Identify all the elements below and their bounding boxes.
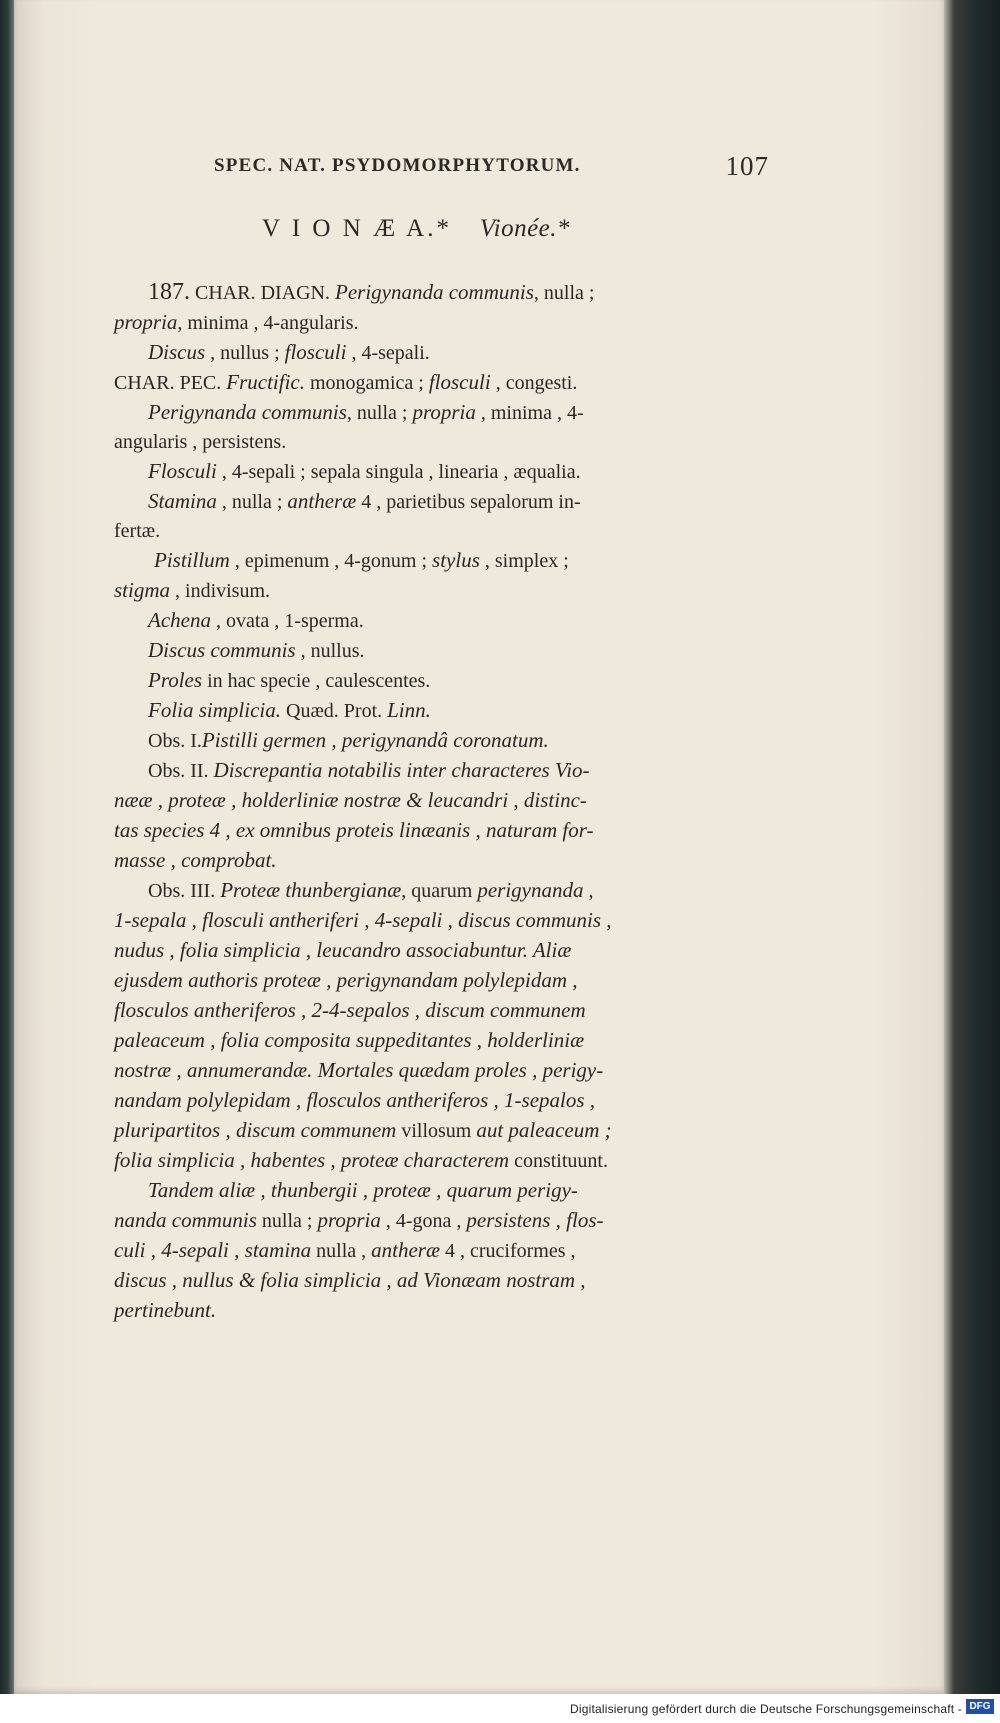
- text-span: , 4-sepali ; sepala singula , linearia , æqualia.: [216, 461, 581, 483]
- text-span: paleaceum , folia composita suppeditantes , holderliniæ: [114, 1028, 585, 1052]
- text-line: [114, 936, 764, 966]
- text-span: Proles: [148, 668, 203, 692]
- book-page: [14, 0, 944, 1694]
- text-line: [114, 756, 764, 786]
- text-span: , ovata , 1-sperma.: [210, 610, 364, 632]
- text-span: Linn.: [387, 698, 431, 722]
- text-span: nanda communis: [114, 1208, 257, 1232]
- text-line: [114, 876, 764, 906]
- text-span: Perigynanda communis: [335, 280, 534, 304]
- text-line: [114, 1176, 764, 1206]
- text-span: Obs. III.: [148, 880, 221, 902]
- text-span: nææ , proteæ , holderliniæ nostræ & leucandri , distinc-: [114, 788, 587, 812]
- text-span: , nulla ;: [533, 282, 595, 304]
- text-line: [114, 487, 764, 517]
- text-line: [114, 546, 764, 576]
- text-span: , 4-sepali.: [346, 342, 430, 364]
- text-span: flosculos antheriferos , 2-4-sepalos , discum communem: [114, 998, 586, 1022]
- text-span: nulla ;: [256, 1210, 318, 1232]
- running-header: [214, 151, 769, 181]
- text-line: [114, 846, 764, 876]
- text-span: Obs. II.: [148, 760, 214, 782]
- text-line: [114, 996, 764, 1026]
- text-line: angularis , persistens.: [114, 431, 287, 453]
- text-span: in hac specie , caulescentes.: [202, 670, 431, 692]
- text-span: , simplex ;: [479, 550, 569, 572]
- text-line: [114, 1086, 764, 1116]
- text-span: Tandem aliæ , thunbergii , proteæ , quarum perigy-: [148, 1178, 578, 1202]
- text-span: perigynanda: [477, 878, 584, 902]
- text-span: Stamina: [148, 489, 217, 513]
- digitization-footer: [0, 1694, 1000, 1723]
- text-line: [114, 457, 764, 487]
- text-line: [114, 338, 764, 368]
- text-span: stigma: [114, 578, 171, 602]
- text-span: CHAR. DIAGN.: [190, 282, 335, 304]
- text-span: culi , 4-sepali , stamina: [114, 1238, 312, 1262]
- text-span: pertinebunt.: [114, 1298, 217, 1322]
- text-span: Pistilli germen , perigynandâ coronatum.: [201, 728, 549, 752]
- text-line: [114, 1236, 764, 1266]
- book-edge-right: [944, 0, 1000, 1723]
- text-span: nostræ , annumerandæ. Mortales quædam proles , perigy-: [114, 1058, 604, 1082]
- text-line: [114, 906, 764, 936]
- text-span: antheræ: [371, 1238, 440, 1262]
- text-span: Perigynanda communis: [148, 400, 347, 424]
- text-line: [114, 1116, 764, 1146]
- text-line: [114, 696, 764, 726]
- text-span: antheræ: [287, 489, 357, 513]
- text-span: flosculi: [284, 340, 347, 364]
- funding-credit: Digitalisierung gefördert durch die Deutsche Forschungsgemeinschaft -: [570, 1702, 962, 1716]
- text-span: , nullus ;: [205, 342, 285, 364]
- text-line: [114, 308, 764, 338]
- text-span: CHAR. PEC.: [114, 372, 227, 394]
- text-span: , indivisum.: [170, 580, 271, 602]
- text-span: Quæd. Prot.: [281, 700, 388, 722]
- text-span: Flosculi: [148, 459, 217, 483]
- text-span: 4 , parietibus sepalorum in-: [356, 491, 581, 513]
- text-span: villosum: [396, 1120, 477, 1142]
- text-line: [114, 726, 764, 756]
- text-span: , congesti.: [490, 372, 578, 394]
- text-span: propria: [317, 1208, 381, 1232]
- text-line: [114, 1266, 764, 1296]
- text-line: [114, 636, 764, 666]
- text-span: monogamica ;: [304, 372, 429, 394]
- text-line: [114, 816, 764, 846]
- text-line: [114, 966, 764, 996]
- text-span: pluripartitos , discum communem: [114, 1118, 397, 1142]
- text-line: [114, 278, 764, 308]
- text-span: , quarum: [401, 880, 478, 902]
- text-span: 4 , cruciformes ,: [440, 1240, 576, 1262]
- text-span: folia simplicia , habentes , proteæ characterem: [114, 1148, 510, 1172]
- text-line: [114, 576, 764, 606]
- text-span: persistens , flos-: [466, 1208, 604, 1232]
- running-title: SPEC. NAT. PSYDOMORPHYTORUM.: [214, 155, 581, 176]
- section-number: 187.: [148, 279, 190, 305]
- text-line: [114, 1056, 764, 1086]
- text-span: , minima , 4-: [475, 402, 584, 424]
- text-span: nandam polylepidam , flosculos antheriferos , 1-sepalos ,: [114, 1088, 596, 1112]
- text-span: nulla ,: [311, 1240, 372, 1262]
- text-line: [114, 666, 764, 696]
- text-span: 1-sepala , flosculi antheriferi , 4-sepali , discus communis ,: [114, 908, 612, 932]
- text-span: masse , comprobat.: [114, 848, 277, 872]
- text-span: propria: [114, 310, 178, 334]
- text-span: , minima , 4-angularis.: [177, 312, 359, 334]
- text-line: [114, 398, 764, 428]
- text-span: Discus: [148, 340, 206, 364]
- text-line: [114, 786, 764, 816]
- text-span: Proteæ thunbergianæ: [220, 878, 402, 902]
- text-span: Obs. I.: [148, 730, 202, 752]
- text-line: [114, 1026, 764, 1056]
- text-span: constituunt.: [509, 1150, 608, 1172]
- text-span: propria: [412, 400, 476, 424]
- body-text: [114, 278, 764, 1326]
- text-span: aut paleaceum ;: [476, 1118, 612, 1142]
- text-span: , epimenum , 4-gonum ;: [229, 550, 433, 572]
- dfg-logo: DFG: [966, 1699, 994, 1714]
- text-span: Achena: [148, 608, 211, 632]
- genus-title-french: Vionée.*: [479, 215, 571, 242]
- text-span: Pistillum: [154, 548, 230, 572]
- text-line: fertæ.: [114, 520, 161, 542]
- text-span: stylus: [432, 548, 480, 572]
- page-number: 107: [725, 151, 769, 181]
- text-span: nudus , folia simplicia , leucandro associabuntur. Aliæ: [114, 938, 572, 962]
- text-line: [114, 1146, 764, 1176]
- text-span: , nullus.: [295, 640, 365, 662]
- text-span: flosculi: [428, 370, 491, 394]
- text-span: , nulla ;: [346, 402, 413, 424]
- genus-title: [262, 215, 682, 243]
- text-line: [114, 368, 764, 398]
- text-span: tas species 4 , ex omnibus proteis linæanis , naturam for-: [114, 818, 594, 842]
- text-span: discus , nullus & folia simplicia , ad Vionæam nostram ,: [114, 1268, 586, 1292]
- genus-title-latin: V I O N Æ A.*: [262, 215, 452, 242]
- text-span: Discrepantia notabilis inter characteres Vio-: [213, 758, 590, 782]
- binding-edge-left: [0, 0, 14, 1723]
- text-line: [114, 606, 764, 636]
- text-line: [114, 1296, 764, 1326]
- text-span: Folia simplicia.: [148, 698, 281, 722]
- text-span: , 4-gona ,: [380, 1210, 467, 1232]
- text-span: ,: [583, 880, 594, 902]
- text-span: Fructific.: [226, 370, 305, 394]
- text-span: , nulla ;: [216, 491, 288, 513]
- text-line: [114, 1206, 764, 1236]
- text-span: Discus communis: [148, 638, 296, 662]
- text-span: ejusdem authoris proteæ , perigynandam polylepidam ,: [114, 968, 578, 992]
